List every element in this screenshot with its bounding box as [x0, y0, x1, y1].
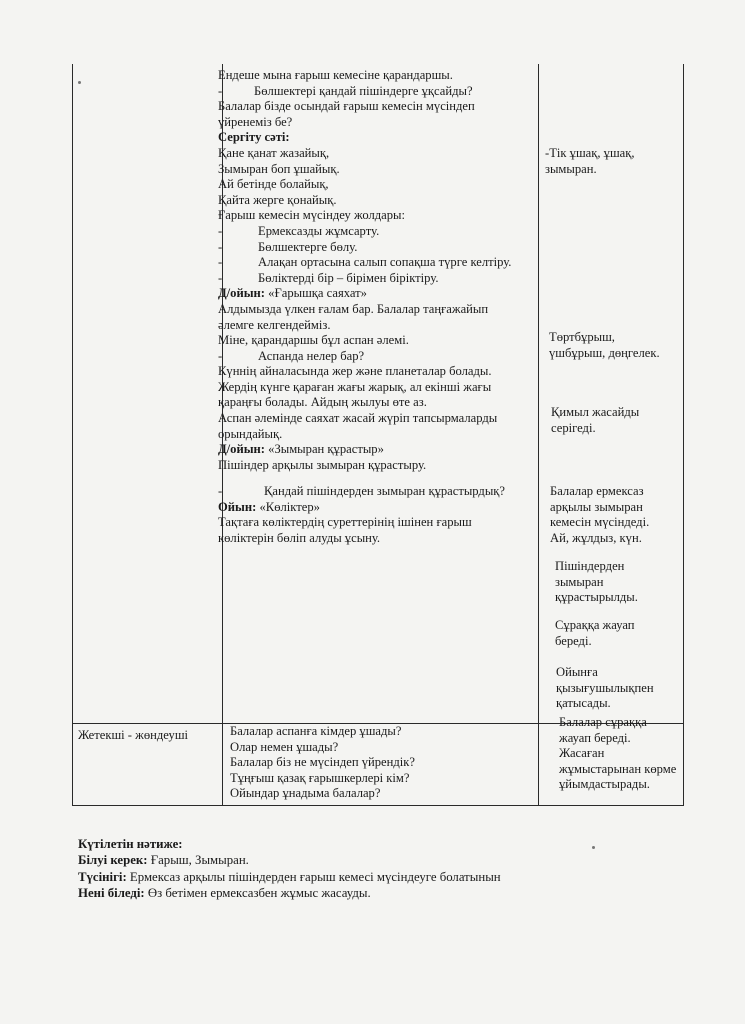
game1-text: Жердің күнге қараған жағы жарық, ал екінші жағы: [218, 379, 492, 394]
right-text: кемесін мүсіндеді.: [550, 515, 650, 530]
answer-line: жауап береді.: [559, 730, 631, 745]
table-border-col2: [538, 64, 539, 806]
answer-line: жұмыстарынан көрме: [559, 761, 677, 776]
right-block-6: [555, 618, 635, 649]
game3-text: көліктерін бөліп алуды ұсыну.: [218, 530, 381, 545]
game1-text: Алдымызда үлкен ғалам бар. Балалар таңғажайып: [218, 301, 489, 316]
game3-text: Тақтаға көліктердің суреттерінің ішінен ғарыш: [218, 515, 472, 530]
game1-text: қараңғы болады. Айдың жылуы өте аз.: [218, 395, 427, 410]
game1-text: орындайық.: [218, 426, 283, 441]
step-item: - Ермексазды жұмсарту.: [218, 223, 380, 238]
right-text: Сұраққа жауап: [555, 618, 635, 632]
row2-questions: [230, 724, 415, 802]
right-text: үшбұрыш, дөңгелек.: [549, 345, 660, 360]
expected-results: [78, 836, 501, 902]
answer-line: Балалар сұраққа: [559, 715, 647, 729]
right-block-7: [556, 665, 654, 712]
game1-text: Міне, қарандаршы бұл аспан әлемі.: [218, 333, 409, 348]
scan-speck: [592, 846, 595, 849]
game2-heading: Д/ойын: «Зымыран құрастыр»: [218, 442, 384, 457]
right-text: Балалар ермексаз: [550, 484, 644, 498]
question-line: Балалар біз не мүсіндеп үйрендік?: [230, 755, 416, 770]
right-text: Ай, жұлдыз, күн.: [550, 530, 642, 545]
sergitu-title: Сергіту сәті:: [218, 130, 290, 145]
answer-line: ұйымдастырады.: [559, 777, 650, 792]
intro-line: Балалар бізде осындай ғарыш кемесін мүсіндеп: [218, 99, 475, 114]
row2-stage-label: Жетекші - жөндеуші: [78, 728, 189, 742]
right-text: Төртбұрыш,: [549, 330, 615, 344]
result-line: Білуі керек: Ғарыш, Зымыран.: [78, 853, 249, 868]
question-line: Тұңғыш қазақ ғарышкерлері кім?: [230, 770, 410, 785]
question-line: Ойындар ұнадыма балалар?: [230, 786, 381, 801]
intro-line: үйренеміз бе?: [218, 114, 293, 129]
table-border-bottom: [72, 805, 684, 806]
table-border-left: [72, 64, 73, 806]
right-block-4: [550, 484, 649, 546]
right-block-1: [545, 146, 635, 177]
intro-dash-line: - Бөлшектері қандай пішіндерге ұқсайды?: [218, 83, 473, 98]
answer-line: Жасаған: [559, 746, 605, 761]
step-item: - Бөлшектерге бөлу.: [218, 239, 358, 254]
step-item: - Алақан ортасына салып сопақша түрге келтіру.: [218, 255, 512, 270]
step-item: - Бөліктерді бір – бірімен біріктіру.: [218, 270, 439, 285]
right-text: құрастырылды.: [555, 590, 638, 605]
question-line: Олар немен ұшады?: [230, 739, 339, 754]
game2-question: - Қандай пішіндерден зымыран құрастырдық?: [218, 484, 506, 498]
game1-question: - Аспанда нелер бар?: [218, 348, 365, 363]
poem-line: Ай бетінде болайық,: [218, 177, 329, 192]
game1-heading: Д/ойын: «Ғарышқа саяхат»: [218, 286, 367, 301]
expected-results-title: Күтілетін нәтиже:: [78, 837, 183, 851]
right-text: серігеді.: [551, 420, 596, 435]
main-column-text-2: [218, 484, 505, 546]
right-text: зымыран.: [545, 161, 597, 176]
game1-text: Аспан әлемінде саяхат жасай жүріп тапсырмаларды: [218, 411, 498, 426]
right-text: қызығушылықпен: [556, 680, 654, 695]
right-text: -Тік ұшақ, ұшақ,: [545, 146, 635, 160]
poem-line: Қане қанат жазайық,: [218, 145, 330, 160]
game3-heading: Ойын: «Көліктер»: [218, 499, 320, 514]
result-line: Түсінігі: Ермексаз арқылы пішіндерден ғарыш кемесі мүсіндеуге болатынын: [78, 869, 501, 884]
game2-text: Пішіндер арқылы зымыран құрастыру.: [218, 457, 427, 472]
right-text: Пішіндерден: [555, 559, 625, 573]
poem-line: Зымыран боп ұшайық.: [218, 161, 340, 176]
scan-speck: [78, 81, 81, 84]
right-text: зымыран: [555, 574, 604, 589]
right-block-3: [551, 405, 639, 436]
right-text: арқылы зымыран: [550, 499, 643, 514]
main-column-text: [218, 68, 511, 473]
intro-line: Ендеше мына ғарыш кемесіне қарандаршы.: [218, 68, 453, 82]
right-text: қатысады.: [556, 696, 611, 711]
row2-answers: [559, 715, 676, 793]
right-block-2: [549, 330, 660, 361]
question-line: Балалар аспанға кімдер ұшады?: [230, 724, 402, 738]
right-block-5: [555, 559, 638, 606]
result-line: Нені біледі: Өз бетімен ермексазбен жұмыс жасауды.: [78, 886, 371, 901]
right-text: береді.: [555, 633, 592, 648]
steps-title: Ғарыш кемесін мүсіндеу жолдары:: [218, 208, 405, 223]
table-border-right: [683, 64, 684, 806]
game1-text: әлемге келгендейміз.: [218, 317, 331, 332]
right-text: Ойынға: [556, 665, 598, 679]
poem-line: Қайта жерге қонайық.: [218, 192, 337, 207]
game1-text: Күннің айналасында жер және планеталар болады.: [218, 364, 492, 379]
right-text: Қимыл жасайды: [551, 405, 640, 419]
